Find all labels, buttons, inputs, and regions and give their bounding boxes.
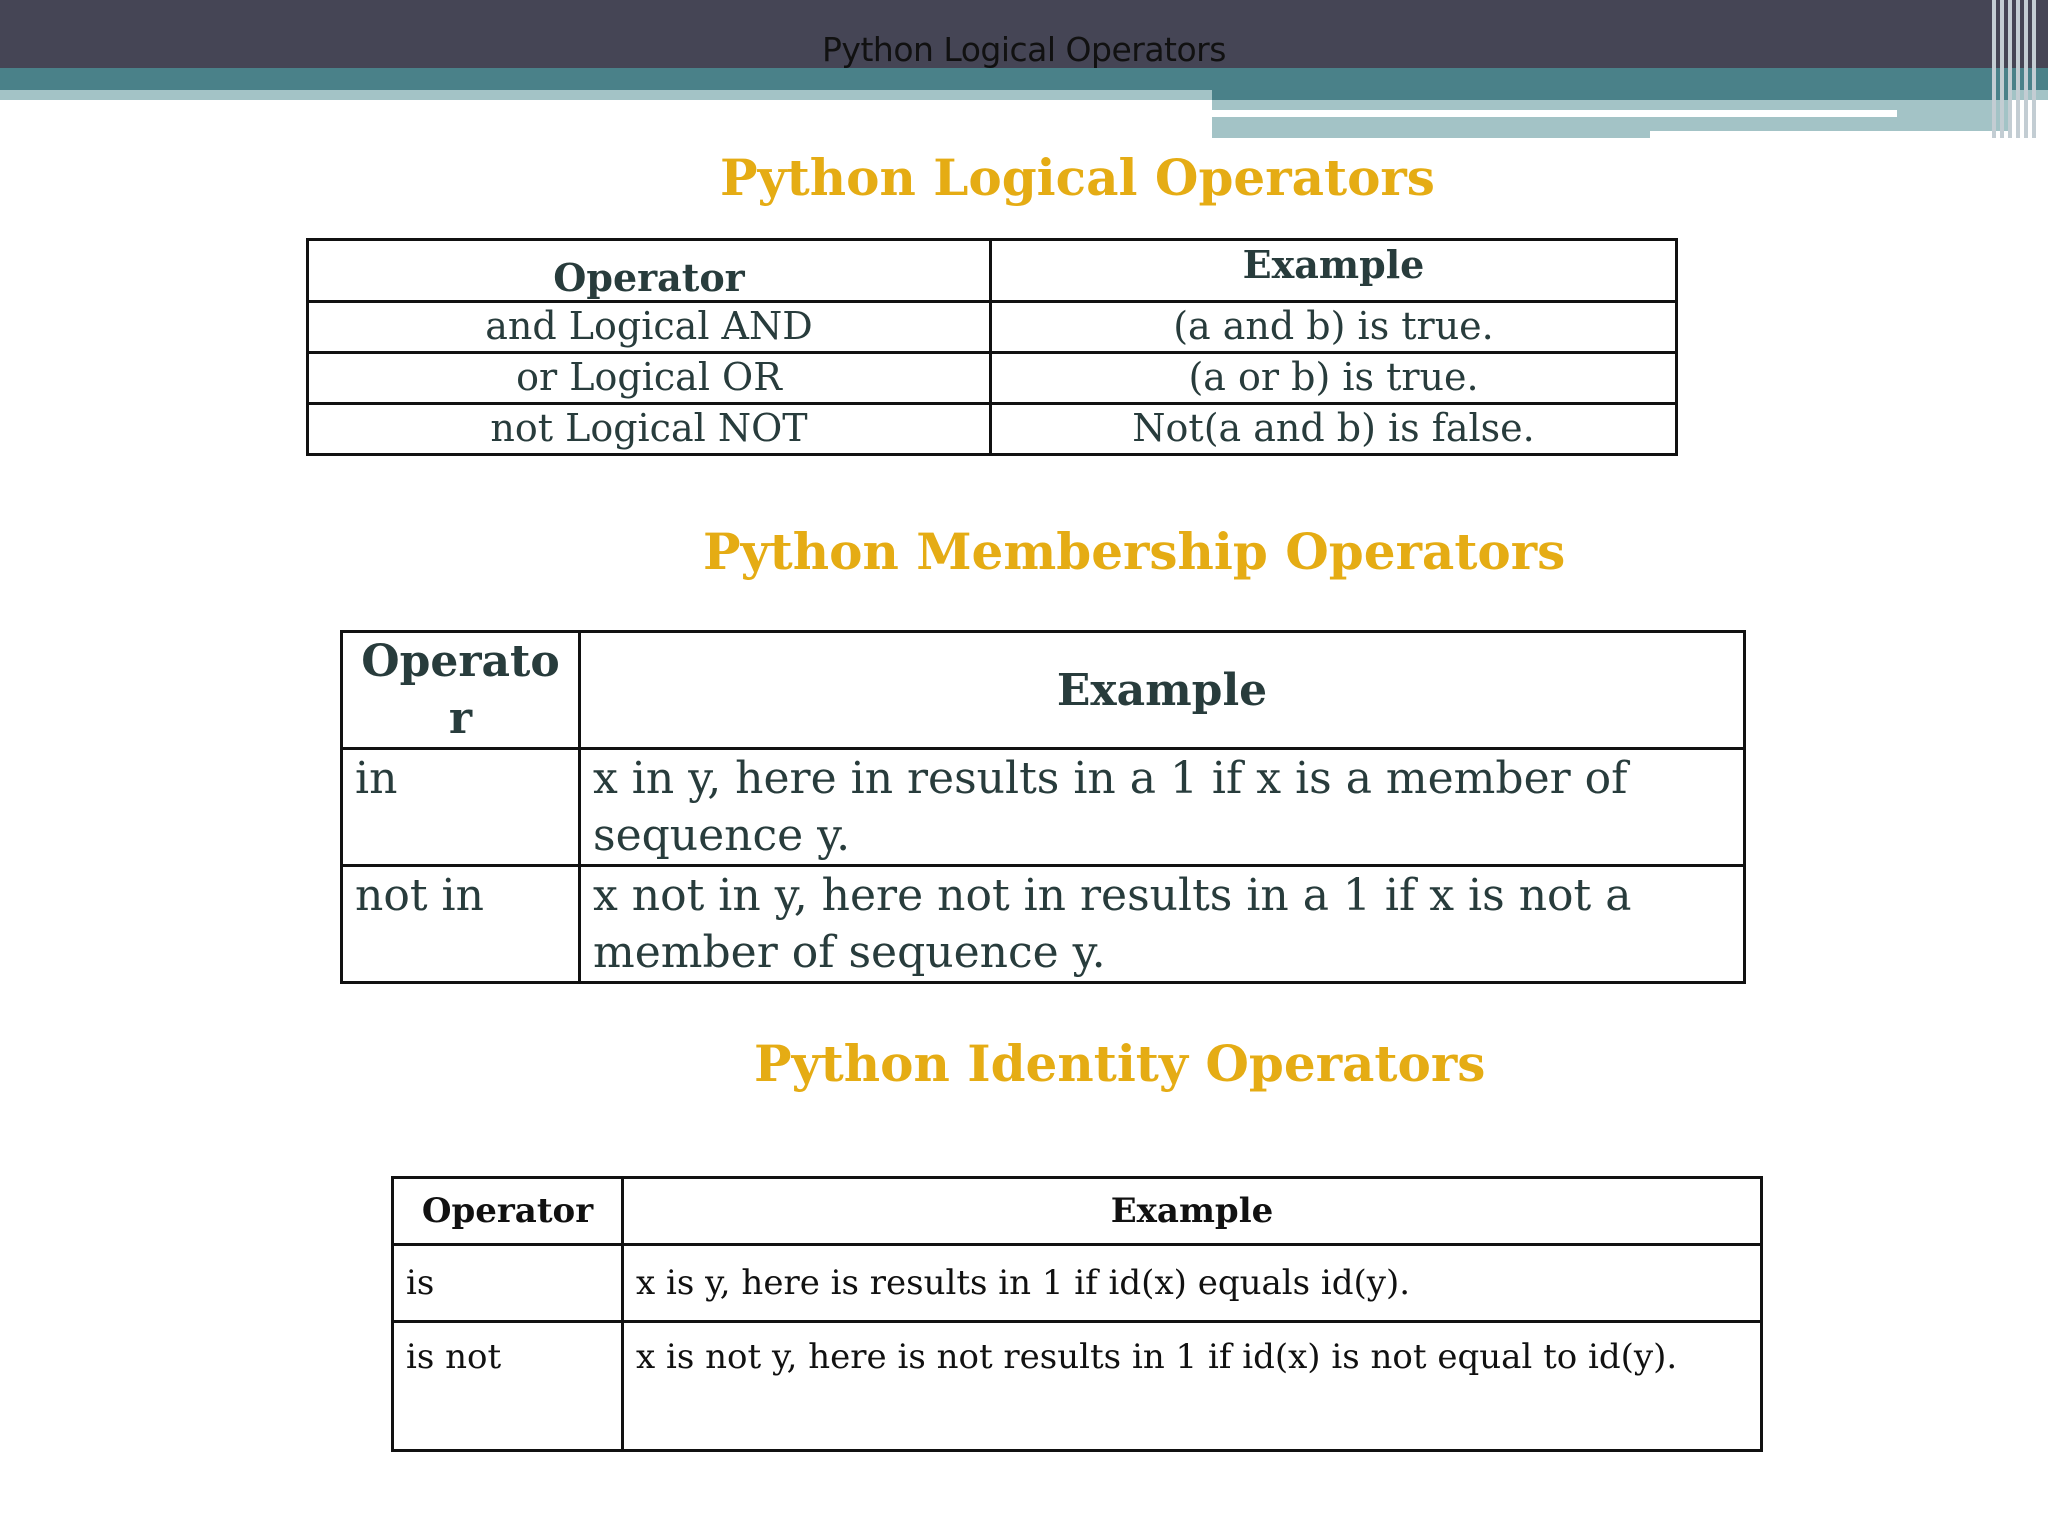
header-cell-operator: Operator	[393, 1178, 623, 1245]
table-header-row	[393, 1178, 1762, 1245]
operator-cell: not Logical NOT	[308, 404, 991, 455]
table-header-row	[342, 632, 1745, 749]
identity-operators-table	[391, 1176, 1763, 1452]
header-stripe	[2008, 0, 2012, 138]
slide-title: Python Logical Operators	[822, 30, 1226, 69]
header-cell-operator: Operator	[308, 240, 991, 302]
example-cell: (a or b) is true.	[991, 353, 1677, 404]
example-cell: (a and b) is true.	[991, 302, 1677, 353]
table-row	[393, 1245, 1762, 1322]
operator-cell: is	[393, 1245, 623, 1322]
header-stripe	[2016, 0, 2020, 138]
table-row	[393, 1322, 1762, 1451]
operator-cell: not in	[342, 866, 580, 983]
example-cell: x in y, here in results in a 1 if x is a member of sequence y.	[580, 749, 1745, 866]
table-row	[308, 404, 1677, 455]
header-stripe	[2000, 0, 2004, 138]
operator-cell: in	[342, 749, 580, 866]
table-row	[342, 749, 1745, 866]
header-tab-line	[1650, 131, 2012, 138]
example-cell: Not(a and b) is false.	[991, 404, 1677, 455]
table-row	[342, 866, 1745, 983]
header-stripe	[1992, 0, 1996, 138]
header-cell-example: Example	[580, 632, 1745, 749]
identity-operators-heading: Python Identity Operators	[754, 1034, 1486, 1093]
example-cell: x not in y, here not in results in a 1 if x is not a member of sequence y.	[580, 866, 1745, 983]
example-cell: x is not y, here is not results in 1 if id(x) is not equal to id(y).	[623, 1322, 1762, 1451]
header-cell-example: Example	[991, 240, 1677, 302]
membership-operators-table	[340, 630, 1746, 984]
operator-cell: or Logical OR	[308, 353, 991, 404]
header-cell-example: Example	[623, 1178, 1762, 1245]
header-stripe	[2032, 0, 2036, 138]
header-tab-teal	[1212, 76, 2012, 100]
logical-operators-heading: Python Logical Operators	[720, 148, 1435, 207]
logical-operators-table	[306, 238, 1678, 456]
header-stripe	[2024, 0, 2028, 138]
operator-cell: is not	[393, 1322, 623, 1451]
table-header-row	[308, 240, 1677, 302]
header-tab-line	[1212, 110, 1897, 117]
example-cell: x is y, here is results in 1 if id(x) equals id(y).	[623, 1245, 1762, 1322]
table-row	[308, 302, 1677, 353]
header-cell-operator: Operato r	[342, 632, 580, 749]
table-row	[308, 353, 1677, 404]
membership-operators-heading: Python Membership Operators	[703, 522, 1566, 581]
operator-cell: and Logical AND	[308, 302, 991, 353]
